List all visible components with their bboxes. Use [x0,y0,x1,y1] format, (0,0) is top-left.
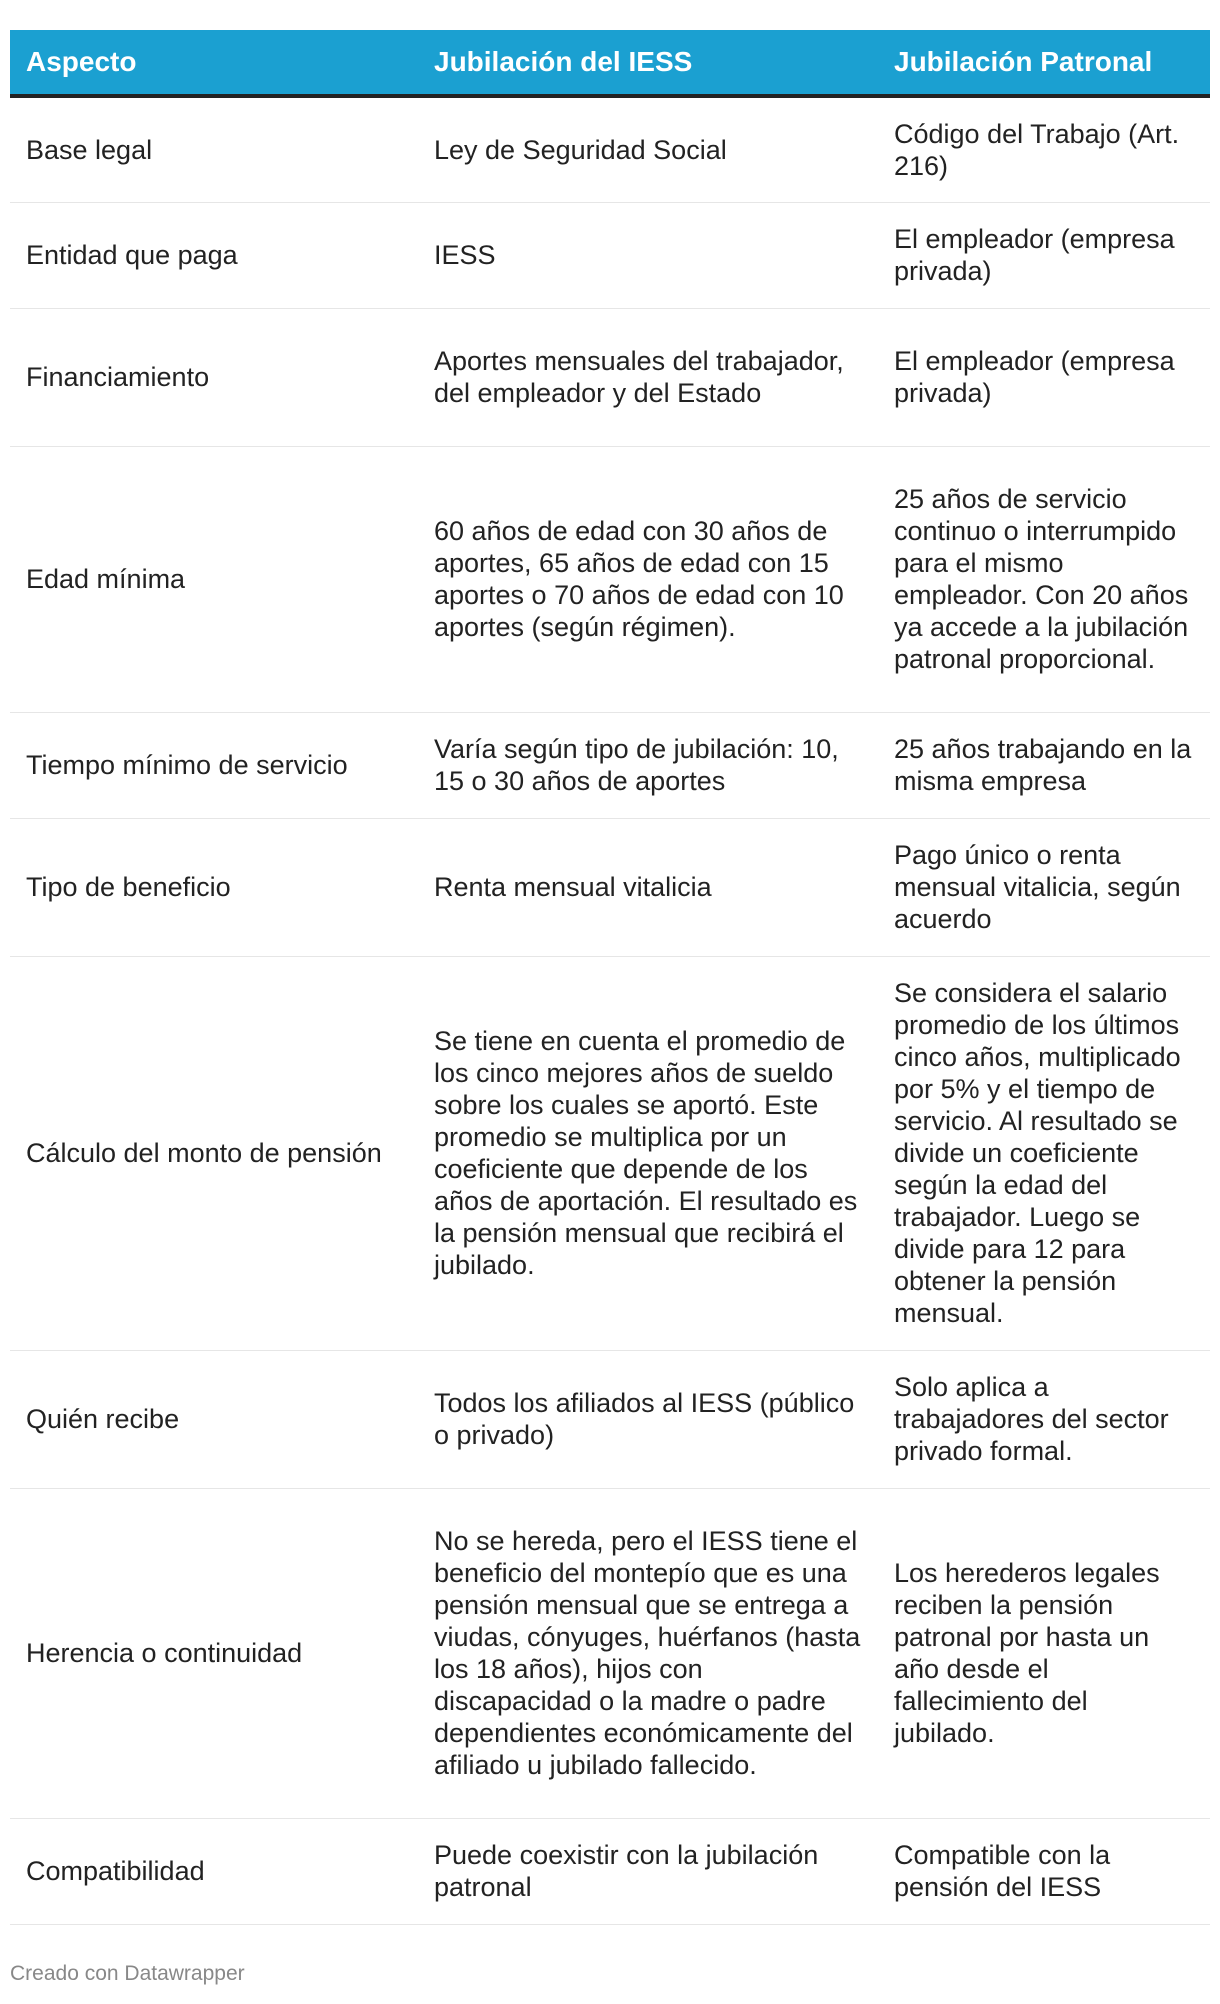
row-aspect: Tiempo mínimo de servicio [10,712,418,818]
row-iess-value: Varía según tipo de jubilación: 10, 15 o 30 años de aportes [418,712,878,818]
row-iess-value: IESS [418,202,878,308]
row-patronal-value: 25 años de servicio continuo o interrumpido para el mismo empleador. Con 20 años ya accede a la jubilación patronal proporcional. [878,446,1210,712]
table-row [10,818,1210,956]
row-aspect: Cálculo del monto de pensión [10,956,418,1350]
table-header-row [10,30,1210,96]
table-row [10,1818,1210,1924]
row-patronal-value: 25 años trabajando en la misma empresa [878,712,1210,818]
row-aspect: Financiamiento [10,308,418,446]
table-row [10,712,1210,818]
row-iess-value: Ley de Seguridad Social [418,96,878,202]
row-aspect: Edad mínima [10,446,418,712]
row-aspect: Quién recibe [10,1350,418,1488]
comparison-table [10,30,1210,1925]
row-iess-value: Renta mensual vitalicia [418,818,878,956]
row-patronal-value: Solo aplica a trabajadores del sector privado formal. [878,1350,1210,1488]
row-aspect: Tipo de beneficio [10,818,418,956]
row-iess-value: 60 años de edad con 30 años de aportes, 65 años de edad con 15 aportes o 70 años de edad con 10 aportes (según régimen). [418,446,878,712]
table-row [10,1350,1210,1488]
row-patronal-value: Los herederos legales reciben la pensión patronal por hasta un año desde el fallecimiento del jubilado. [878,1488,1210,1818]
row-patronal-value: El empleador (empresa privada) [878,308,1210,446]
header-aspecto: Aspecto [10,30,418,96]
table-row [10,1488,1210,1818]
row-aspect: Herencia o continuidad [10,1488,418,1818]
row-patronal-value: Se considera el salario promedio de los últimos cinco años, multiplicado por 5% y el tiempo de servicio. Al resultado se divide un coeficiente según la edad del trabajador. Luego se divide para 12 para obtener la pensión mensual. [878,956,1210,1350]
table-row [10,96,1210,202]
row-patronal-value: Pago único o renta mensual vitalicia, según acuerdo [878,818,1210,956]
row-iess-value: Puede coexistir con la jubilación patronal [418,1818,878,1924]
header-jubilacion-patronal: Jubilación Patronal [878,30,1210,96]
table-row [10,956,1210,1350]
datawrapper-credit: Creado con Datawrapper [10,1962,245,1985]
row-iess-value: Se tiene en cuenta el promedio de los cinco mejores años de sueldo sobre los cuales se aportó. Este promedio se multiplica por un coeficiente que depende de los años de aportación. El resultado es la pensión mensual que recibirá el jubilado. [418,956,878,1350]
table-row [10,446,1210,712]
row-aspect: Base legal [10,96,418,202]
row-aspect: Compatibilidad [10,1818,418,1924]
row-aspect: Entidad que paga [10,202,418,308]
row-iess-value: Todos los afiliados al IESS (público o privado) [418,1350,878,1488]
table-row [10,202,1210,308]
header-jubilacion-iess: Jubilación del IESS [418,30,878,96]
row-patronal-value: El empleador (empresa privada) [878,202,1210,308]
row-patronal-value: Compatible con la pensión del IESS [878,1818,1210,1924]
table-row [10,308,1210,446]
row-patronal-value: Código del Trabajo (Art. 216) [878,96,1210,202]
row-iess-value: No se hereda, pero el IESS tiene el beneficio del montepío que es una pensión mensual que se entrega a viudas, cónyuges, huérfanos (hasta los 18 años), hijos con discapacidad o la madre o padre dependientes económicamente del afiliado u jubilado fallecido. [418,1488,878,1818]
row-iess-value: Aportes mensuales del trabajador, del empleador y del Estado [418,308,878,446]
